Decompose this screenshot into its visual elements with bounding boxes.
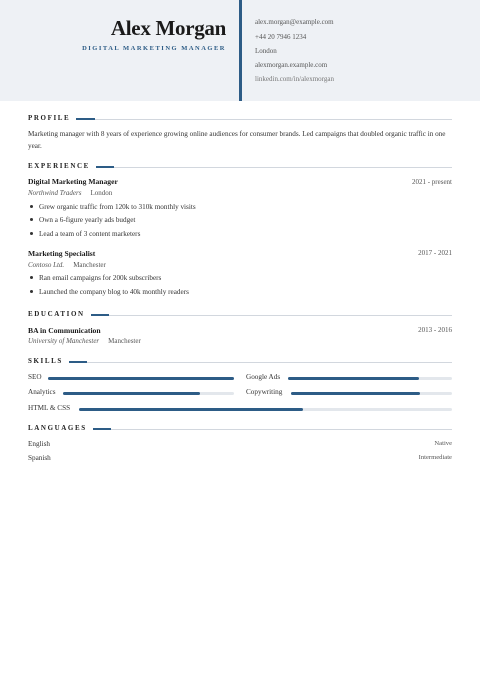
section-title-education: EDUCATION: [28, 310, 91, 318]
section-header-experience: [28, 162, 452, 172]
list-item: Own a 6-figure yearly ads budget: [28, 216, 135, 224]
section-accent: [91, 428, 111, 430]
section-title-languages: LANGUAGES: [28, 424, 93, 432]
job-location: London: [90, 189, 113, 197]
profile-summary: Marketing manager with 8 years of experience growing online audiences for consumer brands. Led campaigns that doubled organic traffic in one year.: [28, 130, 446, 150]
section-accent: [75, 118, 95, 120]
language-name: English: [28, 440, 50, 448]
bullet-icon: [30, 205, 33, 208]
skill-label: Analytics: [28, 388, 56, 396]
contact-email[interactable]: alex.morgan@example.com: [255, 18, 334, 26]
job-company: Northwind Traders: [28, 189, 82, 197]
list-item: Launched the company blog to 40k monthly readers: [28, 288, 189, 296]
list-item: Lead a team of 3 content marketers: [28, 230, 140, 238]
skill-label: Copywriting: [246, 388, 283, 396]
skill-label: SEO: [28, 373, 42, 381]
language-level: Native: [434, 440, 452, 447]
contact-phone[interactable]: +44 20 7946 1234: [255, 33, 307, 41]
bullet-icon: [30, 232, 33, 235]
resume-header: [0, 0, 480, 101]
contact-location: London: [255, 47, 277, 55]
contact-linkedin[interactable]: linkedin.com/in/alexmorgan: [255, 75, 334, 83]
job-role: Digital Marketing Manager: [28, 177, 118, 186]
skill-bar-fill: [48, 377, 234, 380]
job-dates: 2017 - 2021: [418, 249, 452, 257]
section-rule: [28, 362, 452, 363]
section-accent: [94, 166, 114, 168]
skill-bar: [48, 377, 234, 380]
education-degree: BA in Communication: [28, 326, 101, 335]
skill-bar: [79, 408, 452, 411]
candidate-name: Alex Morgan: [110, 16, 226, 40]
list-item: Grew organic traffic from 120k to 310k monthly visits: [28, 203, 196, 211]
section-header-languages: [28, 424, 452, 434]
section-header-skills: [28, 357, 452, 367]
skill-bar-fill: [288, 377, 419, 380]
bullet-icon: [30, 218, 33, 221]
skill-bar-fill: [79, 408, 303, 411]
language-level: Intermediate: [418, 454, 452, 461]
job-role: Marketing Specialist: [28, 249, 96, 258]
job-company: Contoso Ltd.: [28, 261, 65, 269]
education-dates: 2013 - 2016: [418, 326, 452, 334]
skill-bar-fill: [63, 392, 200, 395]
candidate-title: DIGITAL MARKETING MANAGER: [82, 45, 226, 52]
education-location: Manchester: [108, 337, 141, 345]
skill-bar-fill: [291, 392, 420, 395]
skill-label: Google Ads: [246, 373, 281, 381]
job-organization: [28, 189, 112, 197]
section-header-education: [28, 310, 452, 320]
section-title-skills: SKILLS: [28, 357, 69, 365]
section-accent: [89, 314, 109, 316]
job-dates: 2021 - present: [411, 178, 452, 186]
skill-label: HTML & CSS: [28, 404, 71, 412]
skill-bar: [291, 392, 452, 395]
skill-bar: [63, 392, 234, 395]
bullet-icon: [30, 290, 33, 293]
section-header-profile: [28, 114, 452, 124]
bullet-icon: [30, 276, 33, 279]
section-title-experience: EXPERIENCE: [28, 162, 96, 170]
list-item: Ran email campaigns for 200k subscribers: [28, 274, 161, 282]
contact-website[interactable]: alexmorgan.example.com: [255, 61, 328, 69]
education-institution: [28, 337, 141, 345]
skill-bar: [288, 377, 452, 380]
section-title-profile: PROFILE: [28, 114, 76, 122]
language-name: Spanish: [28, 454, 51, 462]
header-divider: [239, 0, 242, 101]
job-location: Manchester: [73, 261, 106, 269]
header-identity: [0, 0, 240, 101]
job-organization: [28, 261, 106, 269]
education-school: University of Manchester: [28, 337, 100, 345]
section-accent: [67, 361, 87, 363]
